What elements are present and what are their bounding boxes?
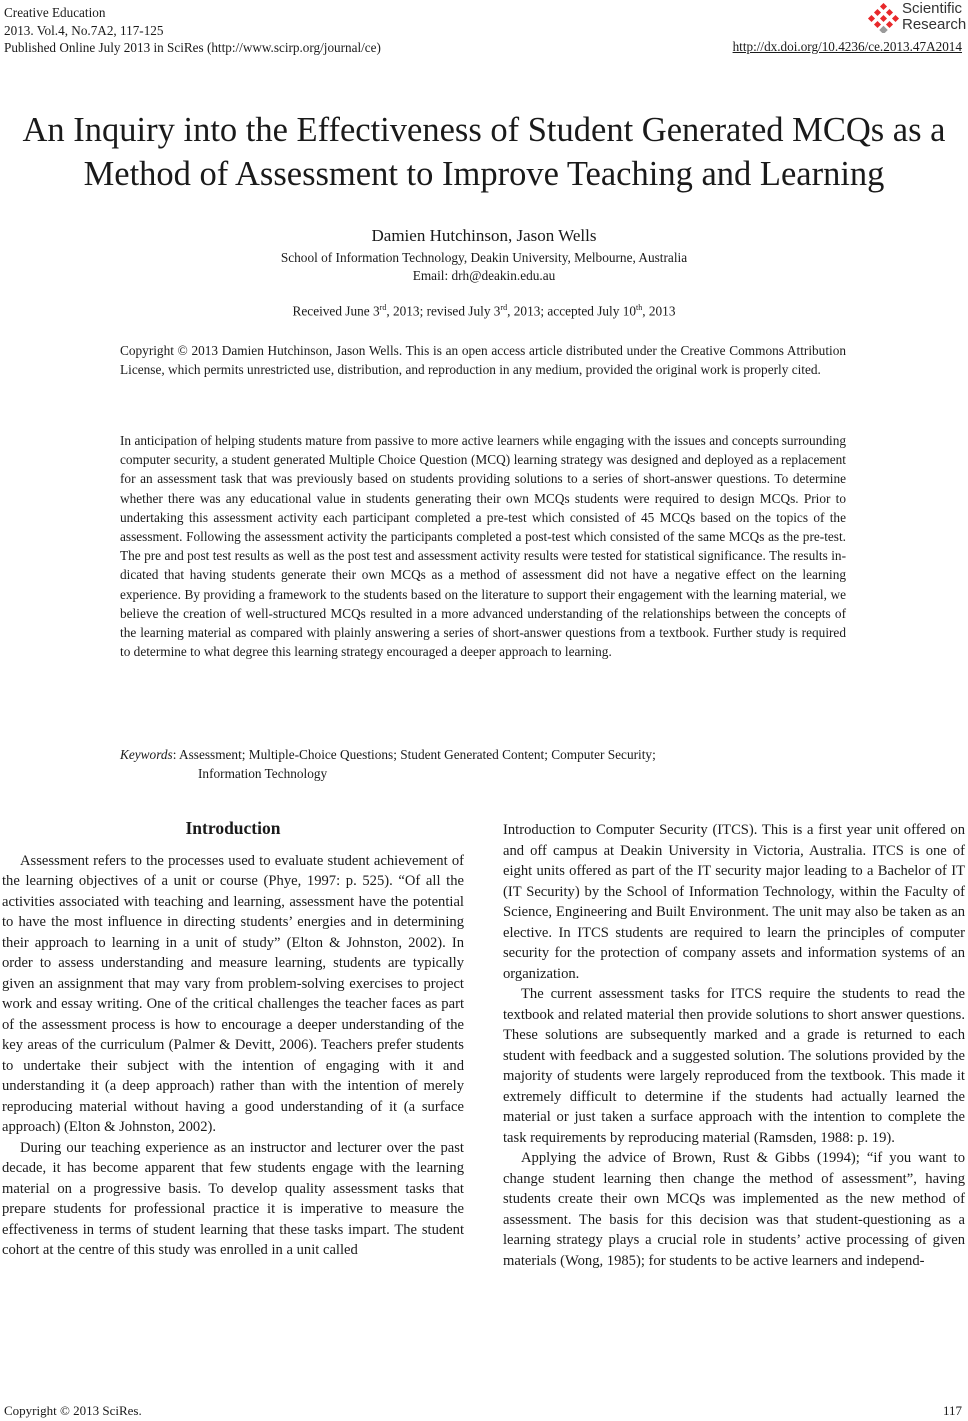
year-text: , 2013 [642, 303, 676, 319]
received-text: Received June 3 [292, 303, 380, 319]
abstract: In anticipation of helping students mature from passive to more active learners while engaging with the issues and concepts surrounding computer security, a student generated Multiple Choice Question (MCQ) learning strategy was designed and deployed as a replacement for an assessment task that was previously based on students providing solutions to a series of short-answer questions. To determine whether there was any educational value in students generating their own MCQs students were required to design MCQs. Prior to undertaking this assessment activity each participant completed a pre-test which consisted of 45 MCQs based on the topics of the assessment. Following the assessment activity the participants completed a post-test which consisted of the same MCQs as the pre-test. The pre and post test results as well as the post test and assessment activity results were tested for statistical significance. The results indicated that having students generate their own MCQs as a method of assessment did not have a negative effect on the learning experience. By providing a framework to the students based on the literature to support their engagement with the learning material, we believe the creation of well-structured MCQs resulted in a more advanced understanding of the relationships between the concepts of the learning material as compared with plainly answering a series of short-answer questions from a textbook. Further study is required to determine to what degree this learning strategy encouraged a deeper approach to learning. [120, 433, 846, 660]
footer-copyright: Copyright © 2013 SciRes. [4, 1403, 142, 1418]
paragraph: During our teaching experience as an instructor and lecturer over the past decade, it has become apparent that few students engage with the learning material on a progressive basis. To develop quality assessment tasks that prepare students for professional practice it is imperative to measure the effectiveness in terms of student learning that these tasks impart. The student cohort at the centre of this study was enrolled in a unit called [2, 1139, 464, 1258]
right-column [503, 820, 965, 1271]
paragraph: Applying the advice of Brown, Rust & Gibbs (1994); “if you want to change student learning then change the method of assessment”, having students create their own MCQs was implemented as the new method of assessment. The basis for this decision was that student-questioning as a learning strategy plays a crucial role in students’ active processing of given materials (Wong, 1985); for students to be active learners and independ- [503, 1150, 965, 1269]
keywords [120, 745, 846, 783]
logo-line-2: Research [902, 16, 967, 33]
logo-diamond-icon [866, 3, 900, 33]
keywords-line-1: : Assessment; Multiple-Choice Questions; Student Generated Content; Computer Security; [172, 747, 656, 762]
left-column [2, 818, 464, 1261]
accepted-text: , 2013; accepted July 10 [507, 303, 636, 319]
journal-volume: 2013. Vol.4, No.7A2, 117-125 [4, 22, 164, 38]
doi-link[interactable]: http://dx.doi.org/10.4236/ce.2013.47A2014 [732, 39, 962, 54]
revised-text: , 2013; revised July 3 [386, 303, 501, 319]
journal-published: Published Online July 2013 in SciRes (http://www.scirp.org/journal/ce) [4, 40, 381, 55]
received-dates [0, 303, 968, 319]
keywords-label: Keywords [120, 747, 173, 762]
scientific-research-logo[interactable] [866, 1, 966, 35]
accepted-sup: th [636, 303, 643, 312]
received-sup: rd [379, 303, 387, 312]
section-heading-introduction: Introduction [185, 818, 281, 838]
revised-sup: rd [500, 303, 508, 312]
keywords-line-2: Information Technology [198, 766, 328, 782]
paper-title [0, 108, 968, 196]
title-line-2: Method of Assessment to Improve Teaching and Learning [83, 155, 885, 193]
paragraph: Assessment refers to the processes used to evaluate student achievement of the learning objectives of a unit or course (Phye, 1997: p. 525). “Of all the activities associated with teaching and learning, assessment have the potential to have the most influence in directing students’ energies and in determining their approach to learning in a unit of study” (Elton & Johnston, 2002). In order to assess understanding and measure learning, students are typically given an assignment that may vary from problem-solving exercises to project work and essay writing. One of the critical challenges the teacher faces as part of the assessment process is how to encourage a deeper understanding of the key areas of the curriculum (Palmer & Devitt, 2006). Teachers prefer students to undertake their subject with the intention of engaging with it and understanding it (a deep approach) rather than with the intention of merely reproducing material without having a good understanding of it (a surface approach) (Elton & Johnston, 2002). [2, 852, 464, 1135]
journal-name: Creative Education [4, 5, 106, 20]
authors: Damien Hutchinson, Jason Wells [371, 226, 597, 245]
journal-header [4, 4, 381, 57]
email[interactable]: Email: drh@deakin.edu.au [412, 268, 556, 283]
title-line-1: An Inquiry into the Effectiveness of Student Generated MCQs as a [22, 111, 946, 149]
copyright-notice: Copyright © 2013 Damien Hutchinson, Jason Wells. This is an open access article distributed under the Creative Commons Attribution License, which permits unrestricted use, distribution, and reproduction in any medium, provided the original work is properly cited. [120, 343, 846, 378]
paragraph: Introduction to Computer Security (ITCS). This is a first year unit offered on and off campus at Deakin University in Victoria, Australia. ITCS is one of eight units offered as part of the IT security major leading to a Bachelor of IT (IT Security) by the School of Information Technology, within the Faculty of Science, Engineering and Built Environment. The unit may also be taken as an elective. In ITCS students are required to learn the principles of computer security for the protection of company assets and information systems of an organization. [503, 822, 965, 982]
page-number: 117 [942, 1403, 962, 1418]
paragraph: The current assessment tasks for ITCS require the students to read the textbook and related material then provide solutions to short answer questions. These solutions are subsequently marked and a grade is returned to each student with feedback and a suggested solution. The solutions provided by the majority of students were largely reproduced from the textbook. This made it extremely difficult to determine if the students had actually learned the material or just taken a surface approach with the intention to complete the task requirements by reproducing material (Ramsden, 1988: p. 19). [503, 986, 965, 1146]
logo-line-1: Scientific [902, 0, 963, 17]
affiliation: School of Information Technology, Deakin University, Melbourne, Australia [280, 250, 688, 265]
